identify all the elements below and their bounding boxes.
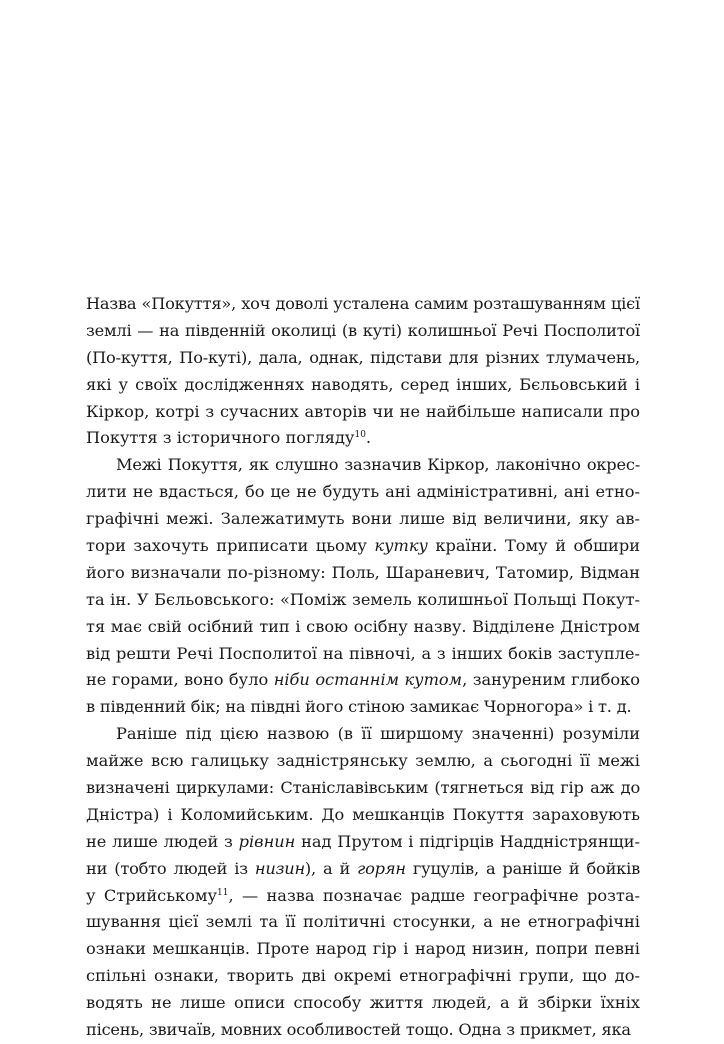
- text-line: [86, 856, 640, 883]
- text-line: [86, 318, 640, 345]
- text-line: [86, 479, 640, 506]
- paragraph: [86, 721, 640, 1044]
- text-line: [86, 345, 640, 372]
- text-run: водять не лише описи способу життя людей, а й збірки їхніх: [86, 993, 640, 1013]
- italic-text: кутку: [374, 536, 428, 556]
- text-line: [86, 291, 640, 318]
- paragraph: [86, 452, 640, 721]
- body-text: [86, 291, 640, 1044]
- text-run: та ін. У Бєльовського: «Поміж земель колишньої Польщі Покут-: [86, 589, 640, 609]
- text-line: [86, 936, 640, 963]
- text-line: [86, 560, 640, 587]
- text-line: [86, 694, 640, 721]
- text-run: (По-куття, По-куті), дала, однак, підстави для різних тлумачень,: [86, 347, 640, 367]
- text-run: , зануреним глибоко: [462, 670, 640, 690]
- text-line: [86, 614, 640, 641]
- text-line: [86, 506, 640, 533]
- text-line: [86, 909, 640, 936]
- text-run: ни (тобто людей із: [86, 858, 255, 878]
- text-run: графічні межі. Залежатимуть вони лише від величини, яку ав-: [86, 509, 640, 529]
- text-run: які у своїх дослідженнях наводять, серед інших, Бєльовський і: [86, 374, 640, 394]
- footnote-ref: 11: [217, 887, 229, 898]
- text-run: лити не вдасться, бо це не будуть ані адміністративні, ані етно-: [86, 482, 640, 502]
- text-line: [86, 667, 640, 694]
- text-line: [86, 425, 640, 452]
- text-run: визначені циркулами: Станіславівським (тягнеться від гір аж до: [86, 778, 640, 798]
- text-line: [86, 452, 640, 479]
- text-line: [86, 533, 640, 560]
- text-run: тори захочуть приписати цьому: [86, 536, 375, 556]
- text-run: над Прутом і підгірців Наддністрянщи-: [295, 831, 640, 851]
- text-line: [86, 721, 640, 748]
- text-line: [86, 641, 640, 668]
- text-run: Назва «Покуття», хоч доволі усталена самим розташуванням цієї: [86, 294, 640, 313]
- text-run: тя має свій осібний тип і свою осібну назву. Відділене Дністром: [86, 616, 640, 636]
- text-line: [86, 990, 640, 1017]
- text-run: ознаки мешканців. Проте народ гір і народ низин, попри певні: [86, 939, 640, 959]
- text-run: гуцулів, а раніше й бойків: [405, 858, 640, 878]
- italic-text: горян: [357, 858, 406, 878]
- text-line: [86, 883, 640, 910]
- text-run: його визначали по-різному: Поль, Шараневич, Татомир, Відман: [86, 562, 640, 582]
- footnote-ref: 10: [354, 430, 366, 441]
- text-run: від решти Речі Посполитої на півночі, а з інших боків заступле-: [86, 643, 640, 663]
- text-line: [86, 748, 640, 775]
- text-line: [86, 587, 640, 614]
- text-run: в південний бік; на півдні його стіною замикає Чорногора» і т. д.: [86, 697, 632, 717]
- text-run: Межі Покуття, як слушно зазначив Кіркор, лаконічно окрес-: [116, 455, 640, 475]
- text-run: у Стрийському: [86, 885, 218, 905]
- text-run: ), а й: [304, 858, 358, 878]
- text-run: не лише людей з: [86, 831, 239, 851]
- text-run: Дністра) і Коломийським. До мешканців Покуття зараховують: [86, 804, 640, 824]
- text-line: [86, 963, 640, 990]
- italic-text: низин: [254, 858, 305, 878]
- italic-text: ніби останнім кутом: [273, 670, 463, 690]
- text-run: Раніше під цією назвою (в її ширшому значенні) розуміли: [116, 724, 640, 744]
- text-run: не горами, воно було: [86, 670, 274, 690]
- text-line: [86, 1017, 640, 1044]
- text-run: країни. Тому й обшири: [427, 536, 640, 556]
- text-run: землі — на південній околиці (в куті) колишньої Речі Посполитої: [86, 320, 640, 340]
- text-line: [86, 372, 640, 399]
- text-line: [86, 775, 640, 802]
- paragraph: [86, 291, 640, 452]
- text-line: [86, 399, 640, 426]
- text-run: пісень, звичаїв, мовних особливостей тощо. Одна з прикмет, яка: [86, 1020, 631, 1040]
- text-line: [86, 829, 640, 856]
- italic-text: рівнин: [238, 831, 296, 851]
- text-run: Кіркор, котрі з сучасних авторів чи не найбільше написали про: [86, 401, 640, 421]
- text-run: спільні ознаки, творить дві окремі етнографічні групи, що до-: [86, 966, 640, 986]
- text-run: Покуття з історичного погляду: [86, 428, 355, 448]
- text-run: , — назва позначає радше географічне розта-: [228, 885, 640, 905]
- text-line: [86, 802, 640, 829]
- text-run: .: [365, 428, 372, 448]
- text-run: майже всю галицьку задністрянську землю, а сьогодні її межі: [86, 751, 640, 771]
- text-run: шування цієї землі та її політичні стосунки, а не етнографічні: [86, 912, 640, 932]
